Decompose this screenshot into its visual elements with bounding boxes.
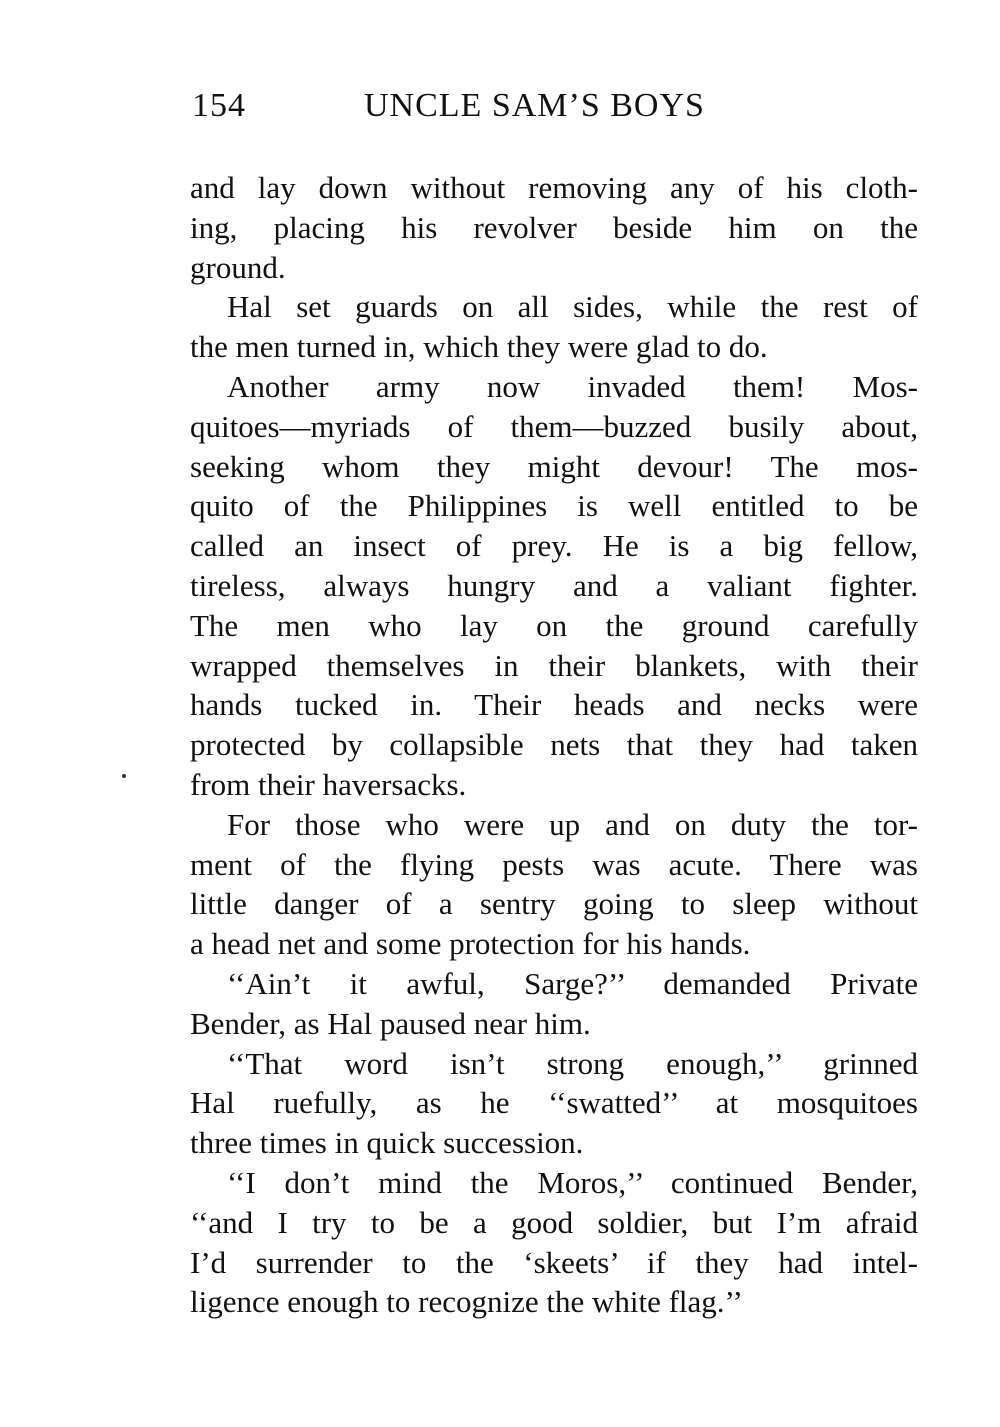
text-line: three times in quick succession. <box>190 1125 584 1161</box>
text-line: ‘‘I don’t mind the Moros,’’ continued Bender, <box>227 1164 918 1200</box>
text-line: the men turned in, which they were glad to do. <box>190 329 768 365</box>
text-line: seeking whom they might devour! The mos- <box>190 448 918 484</box>
body-text <box>190 168 918 1322</box>
text-line: called an insect of prey. He is a big fellow, <box>190 528 918 564</box>
page-header <box>192 84 752 128</box>
text-line: ligence enough to recognize the white flag.’’ <box>190 1284 743 1320</box>
text-line: Hal ruefully, as he ‘‘swatted’’ at mosquitoes <box>190 1085 918 1121</box>
text-line: quitoes—myriads of them—buzzed busily about, <box>190 408 918 444</box>
text-line: little danger of a sentry going to sleep without <box>190 886 918 922</box>
running-title: UNCLE SAM’S BOYS <box>364 87 705 124</box>
text-line: ing, placing his revolver beside him on the <box>190 209 918 245</box>
text-line: Another army now invaded them! Mos- <box>227 368 918 404</box>
text-line: ‘‘and I try to be a good soldier, but I’m afraid <box>190 1204 918 1240</box>
text-line: protected by collapsible nets that they had taken <box>190 727 918 763</box>
text-line: ‘‘That word isn’t strong enough,’’ grinned <box>227 1045 918 1081</box>
text-line: Hal set guards on all sides, while the rest of <box>227 289 918 325</box>
text-line: ment of the flying pests was acute. There was <box>190 846 918 882</box>
text-line: and lay down without removing any of his cloth- <box>190 170 918 205</box>
text-line: I’d surrender to the ‘skeets’ if they had intel- <box>190 1244 918 1280</box>
text-line: quito of the Philippines is well entitled to be <box>190 488 918 524</box>
text-line: The men who lay on the ground carefully <box>190 607 918 643</box>
stray-ink-mark <box>122 774 126 778</box>
text-line: tireless, always hungry and a valiant fighter. <box>190 567 918 603</box>
text-line: ground. <box>190 249 286 285</box>
text-line: from their haversacks. <box>190 766 467 802</box>
text-line: hands tucked in. Their heads and necks were <box>190 687 918 723</box>
text-line: ‘‘Ain’t it awful, Sarge?’’ demanded Private <box>227 965 918 1001</box>
text-line: wrapped themselves in their blankets, with their <box>190 647 918 683</box>
page-number: 154 <box>192 87 246 124</box>
text-line: a head net and some protection for his hands. <box>190 926 751 962</box>
text-line: Bender, as Hal paused near him. <box>190 1005 591 1041</box>
text-line: For those who were up and on duty the tor- <box>227 806 918 842</box>
